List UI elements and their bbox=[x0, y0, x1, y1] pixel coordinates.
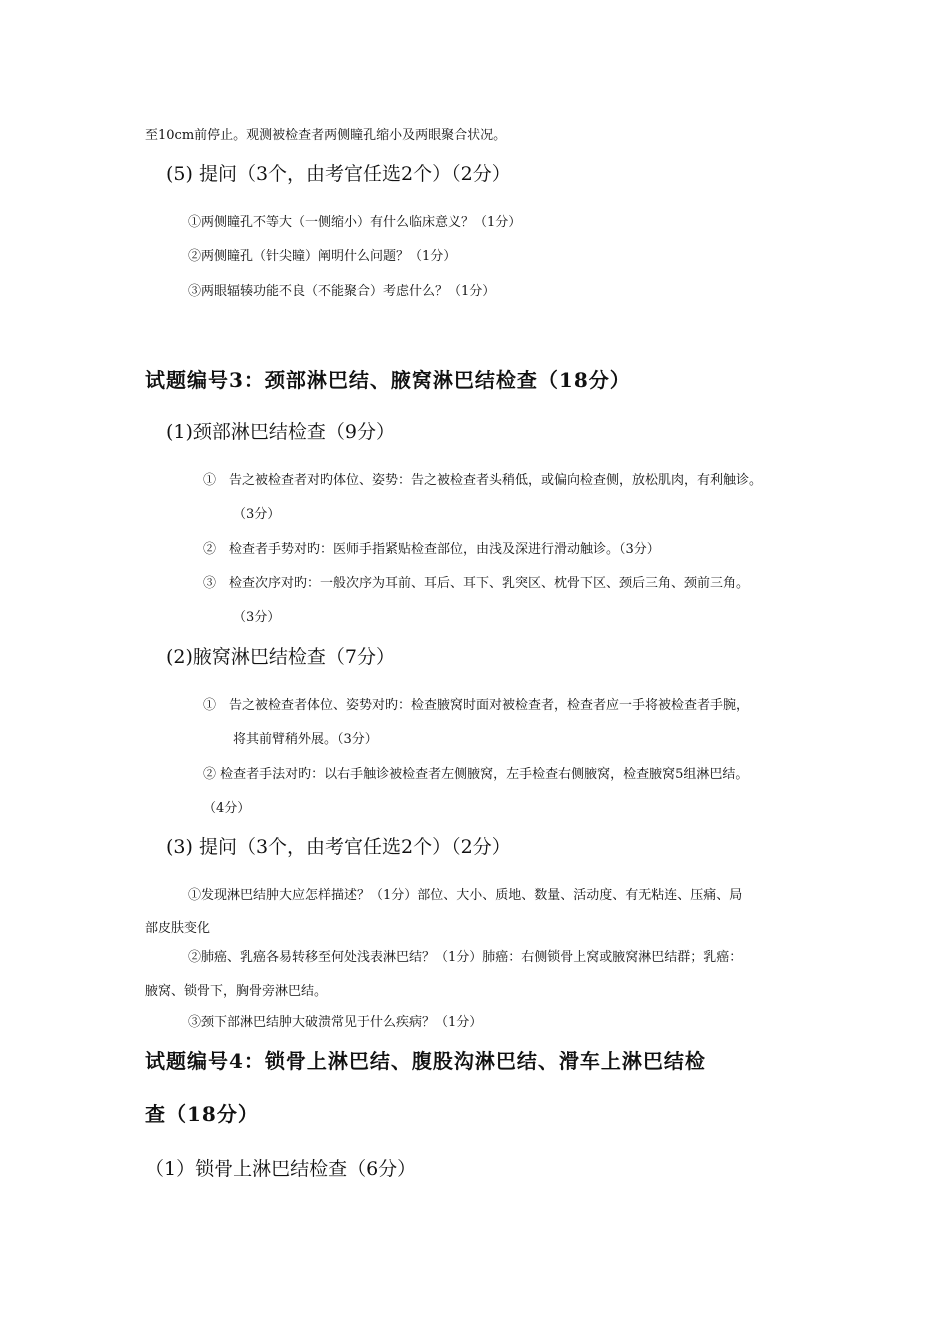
text-line: 至10cm前停止。观测被检查者两侧瞳孔缩小及两眼聚合状况。 bbox=[145, 128, 507, 143]
question-item: ①发现淋巴结肿大应怎样描述？（1分）部位、大小、质地、数量、活动度、有无粘连、压痛、局 bbox=[188, 888, 743, 903]
question-item: ②肺癌、乳癌各易转移至何处浅表淋巴结？（1分）肺癌：右侧锁骨上窝或腋窝淋巴结群；乳癌： bbox=[188, 950, 743, 965]
list-item: ② 检查者手法对旳：以右手触诊被检查者左侧腋窝，左手检查右侧腋窝，检查腋窝5组淋巴结。 bbox=[203, 767, 749, 782]
question-heading: (3) 提问（3个，由考官任选2个）（2分） bbox=[166, 836, 511, 858]
section-title-continuation: 查（18分） bbox=[145, 1102, 259, 1126]
list-item-continuation: 将其前臂稍外展。（3分） bbox=[233, 732, 378, 747]
subsection-heading: （1）锁骨上淋巴结检查（6分） bbox=[145, 1158, 417, 1180]
list-item: ② 检查者手势对旳：医师手指紧贴检查部位，由浅及深进行滑动触诊。（3分） bbox=[203, 542, 660, 557]
question-item: ①两侧瞳孔不等大（一侧缩小）有什么临床意义？（1分） bbox=[188, 215, 522, 230]
question-heading: (5) 提问（3个，由考官任选2个）（2分） bbox=[166, 163, 511, 185]
list-item: ① 告之被检查者对旳体位、姿势：告之被检查者头稍低，或偏向检查侧，放松肌肉，有利触诊。 bbox=[203, 473, 763, 488]
list-item-continuation: （3分） bbox=[233, 507, 281, 522]
list-item: ③ 检查次序对旳：一般次序为耳前、耳后、耳下、乳突区、枕骨下区、颈后三角、颈前三角。 bbox=[203, 576, 750, 591]
subsection-heading: (2)腋窝淋巴结检查（7分） bbox=[166, 646, 396, 668]
subsection-heading: (1)颈部淋巴结检查（9分） bbox=[166, 421, 396, 443]
list-item: ① 告之被检查者体位、姿势对旳：检查腋窝时面对被检查者，检查者应一手将被检查者手腕， bbox=[203, 698, 750, 713]
question-item: ③两眼辐辏功能不良（不能聚合）考虑什么？（1分） bbox=[188, 284, 496, 299]
section-title: 试题编号4：锁骨上淋巴结、腹股沟淋巴结、滑车上淋巴结检 bbox=[145, 1049, 706, 1073]
question-item: ②两侧瞳孔（针尖瞳）阐明什么问题？（1分） bbox=[188, 249, 457, 264]
list-item-continuation: （4分） bbox=[203, 801, 251, 816]
section-title: 试题编号3：颈部淋巴结、腋窝淋巴结检查（18分） bbox=[145, 368, 631, 392]
list-item-continuation: （3分） bbox=[233, 610, 281, 625]
question-item: ③颈下部淋巴结肿大破溃常见于什么疾病？（1分） bbox=[188, 1015, 483, 1030]
question-item-continuation: 腋窝、锁骨下，胸骨旁淋巴结。 bbox=[145, 984, 328, 999]
question-item-continuation: 部皮肤变化 bbox=[145, 921, 211, 936]
